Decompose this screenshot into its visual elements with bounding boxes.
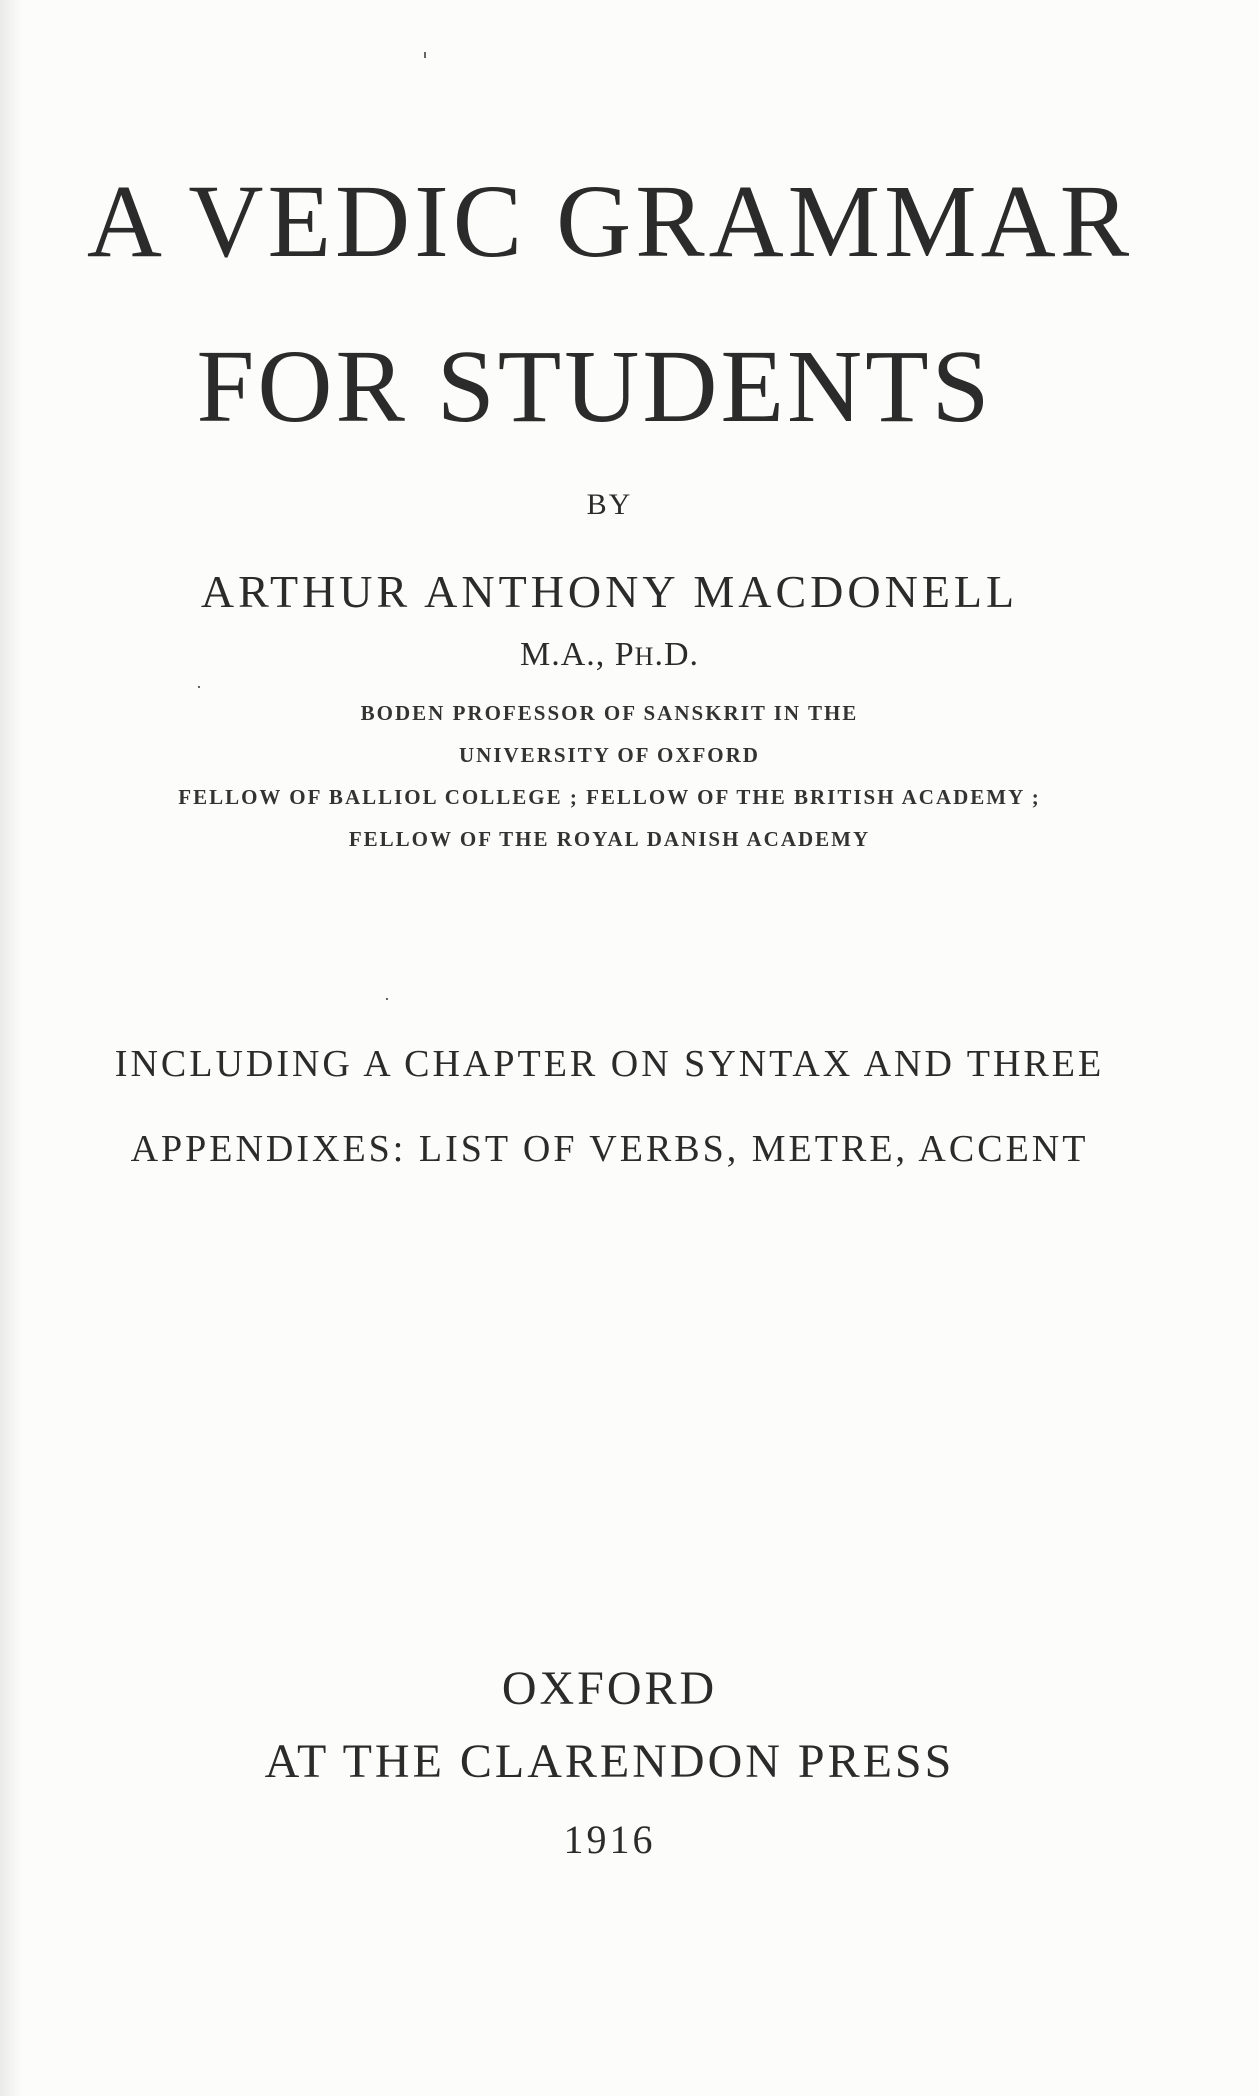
author-name: ARTHUR ANTHONY MACDONELL xyxy=(200,566,1019,617)
credential-line: BODEN PROFESSOR OF SANSKRIT IN THE xyxy=(360,701,859,725)
imprint-press: AT THE CLARENDON PRESS xyxy=(264,1735,955,1788)
credential-line: FELLOW OF THE ROYAL DANISH ACADEMY xyxy=(348,827,871,851)
paper-speck xyxy=(424,52,426,58)
degree-main: M.A., P xyxy=(519,636,635,673)
book-title-line-1: A VEDIC GRAMMAR xyxy=(86,164,1134,279)
paper-speck xyxy=(198,686,200,688)
author-degrees xyxy=(0,638,1259,672)
contents-note-line-2: APPENDIXES: LIST OF VERBS, METRE, ACCENT xyxy=(130,1128,1089,1170)
byline: BY xyxy=(586,488,633,521)
paper-speck xyxy=(386,998,388,1000)
imprint-place: OXFORD xyxy=(501,1662,718,1715)
credential-line: UNIVERSITY OF OXFORD xyxy=(459,743,760,767)
degree-end: . xyxy=(689,636,700,673)
contents-note-line-1: INCLUDING A CHAPTER ON SYNTAX AND THREE xyxy=(114,1043,1105,1085)
imprint-year: 1916 xyxy=(563,1817,656,1862)
book-title-line-2: FOR STUDENTS xyxy=(196,329,993,444)
degree-small-caps: H xyxy=(634,642,655,671)
degree-mid: .D xyxy=(654,636,690,673)
credential-line: FELLOW OF BALLIOL COLLEGE ; FELLOW OF THE BRITISH ACADEMY ; xyxy=(178,785,1041,809)
